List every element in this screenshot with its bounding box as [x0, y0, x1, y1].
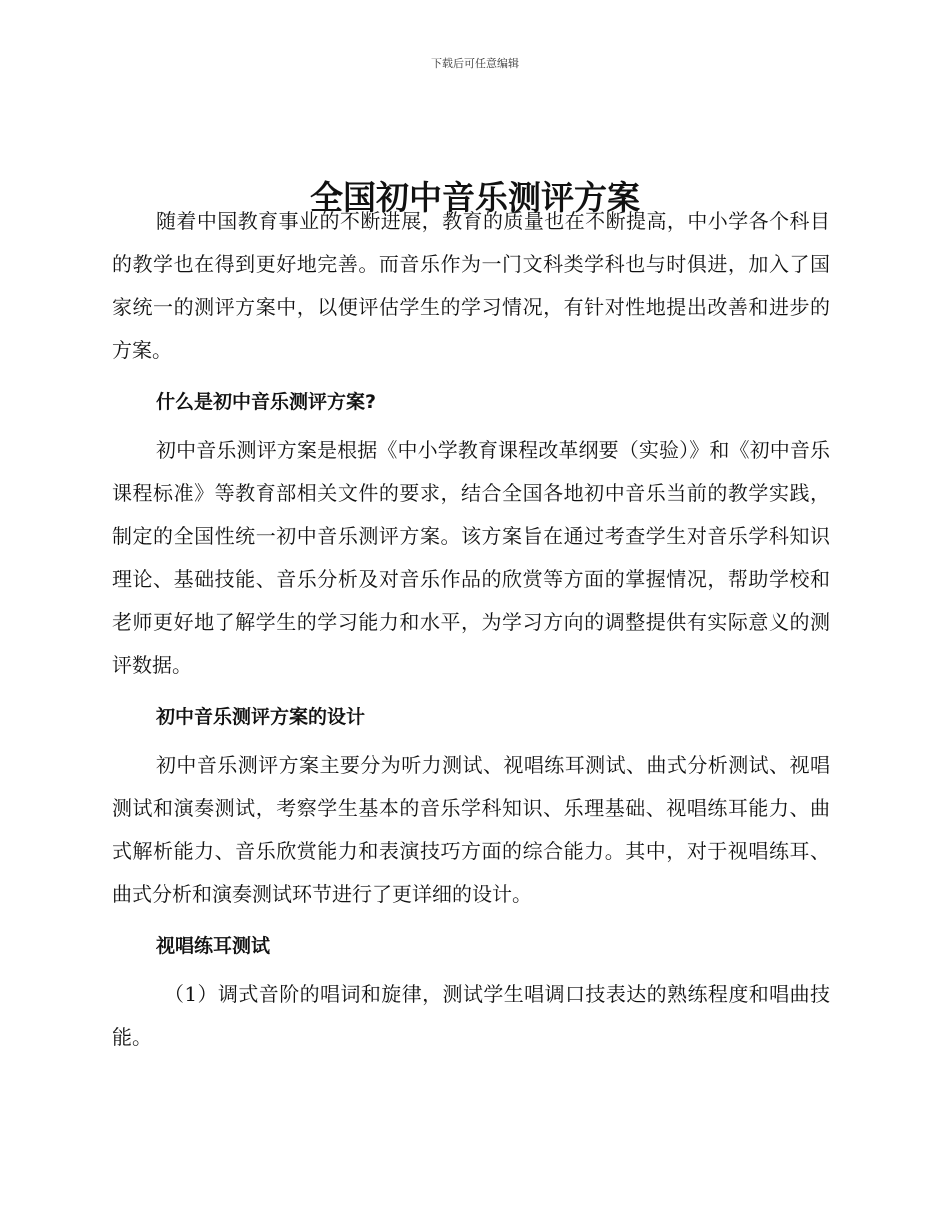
- section-heading-sight-singing: 视唱练耳测试: [156, 935, 271, 957]
- header-note: 下载后可任意编辑: [431, 57, 519, 70]
- document-body: [112, 200, 830, 1059]
- section-paragraph-what-is: 初中音乐测评方案是根据《中小学教育课程改革纲要（实验）》和《初中音乐课程标准》等教育部相关文件的要求，结合全国各地初中音乐当前的教学实践，制定的全国性统一初中音乐测评方案。该方案旨在通过考查学生对音乐学科知识理论、基础技能、音乐分析及对音乐作品的欣赏等方面的掌握情况，帮助学校和老师更好地了解学生的学习能力和水平，为学习方向的调整提供有实际意义的测评数据。: [112, 438, 830, 677]
- section-heading-design: 初中音乐测评方案的设计: [156, 706, 366, 728]
- intro-paragraph: 随着中国教育事业的不断进展，教育的质量也在不断提高，中小学各个科目的教学也在得到更好地完善。而音乐作为一门文科类学科也与时俱进，加入了国家统一的测评方案中，以便评估学生的学习情况，有针对性地提出改善和进步的方案。: [112, 209, 830, 362]
- list-item-sight-singing-1: （1）调式音阶的唱词和旋律，测试学生唱调口技表达的熟练程度和唱曲技能。: [112, 982, 830, 1049]
- section-heading-what-is: 什么是初中音乐测评方案?: [156, 391, 377, 413]
- section-paragraph-design: 初中音乐测评方案主要分为听力测试、视唱练耳测试、曲式分析测试、视唱测试和演奏测试，考察学生基本的音乐学科知识、乐理基础、视唱练耳能力、曲式解析能力、音乐欣赏能力和表演技巧方面的综合能力。其中，对于视唱练耳、曲式分析和演奏测试环节进行了更详细的设计。: [112, 753, 830, 906]
- document-title: 全国初中音乐测评方案: [310, 178, 640, 218]
